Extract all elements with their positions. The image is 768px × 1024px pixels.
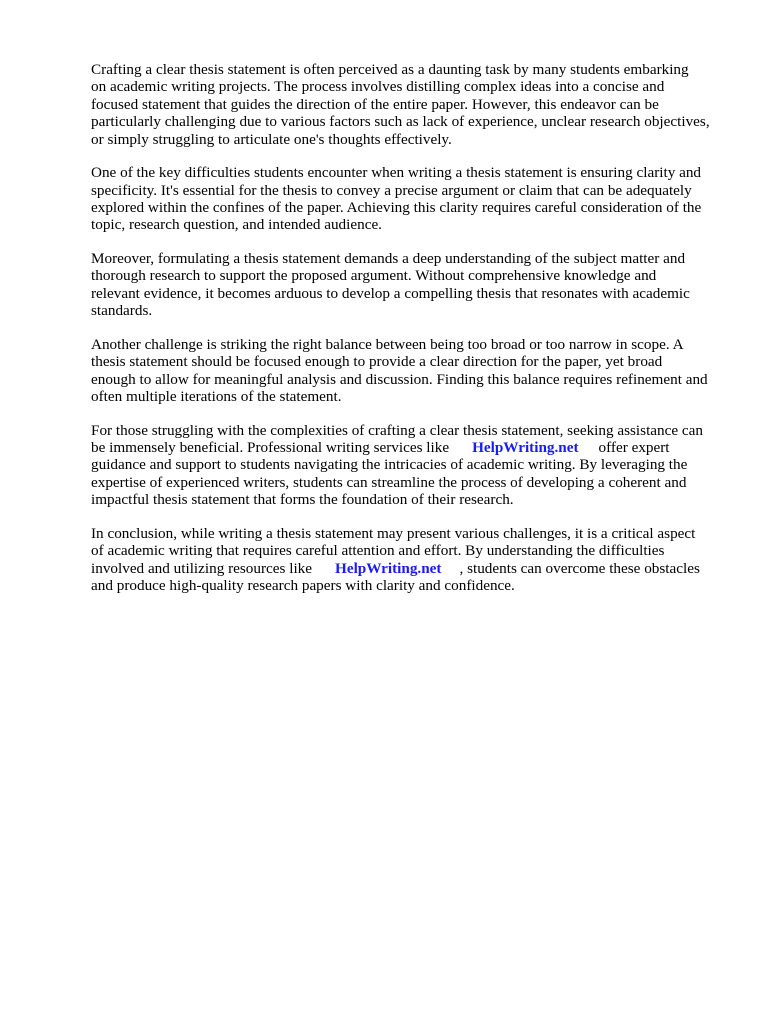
text-line: expertise of experienced writers, students can streamline the process of developing a coherent and bbox=[91, 473, 687, 491]
text-segment: involved and utilizing resources like bbox=[91, 559, 313, 577]
paragraph-assistance bbox=[91, 422, 731, 509]
text-line: standards. bbox=[91, 302, 153, 320]
text-line: and produce high-quality research papers with clarity and confidence. bbox=[91, 577, 515, 595]
paragraph-intro bbox=[91, 61, 731, 148]
text-line bbox=[91, 439, 731, 456]
text-line: One of the key difficulties students encounter when writing a thesis statement is ensuring clarity and bbox=[91, 164, 702, 182]
text-line: explored within the confines of the paper. Achieving this clarity requires careful consideration of the bbox=[91, 199, 702, 217]
text-line: specificity. It's essential for the thesis to convey a precise argument or claim that can be adequately bbox=[91, 181, 692, 199]
paragraph-balance bbox=[91, 336, 731, 406]
helpwriting-link[interactable]: HelpWriting.net bbox=[335, 559, 442, 577]
text-line: topic, research question, and intended audience. bbox=[91, 216, 382, 234]
helpwriting-link[interactable]: HelpWriting.net bbox=[472, 439, 579, 457]
text-line: thorough research to support the proposed argument. Without comprehensive knowledge and bbox=[91, 267, 657, 285]
text-line: impactful thesis statement that forms the foundation of their research. bbox=[91, 491, 514, 509]
text-line: relevant evidence, it becomes arduous to develop a compelling thesis that resonates with academic bbox=[91, 284, 690, 302]
text-line: Crafting a clear thesis statement is often perceived as a daunting task by many students embarking bbox=[91, 61, 689, 78]
paragraph-clarity bbox=[91, 164, 731, 234]
text-line: guidance and support to students navigating the intricacies of academic writing. By leveraging the bbox=[91, 456, 688, 474]
text-line: focused statement that guides the direction of the entire paper. However, this endeavor can be bbox=[91, 95, 659, 113]
text-line: often multiple iterations of the statement. bbox=[91, 388, 342, 406]
text-line: particularly challenging due to various factors such as lack of experience, unclear research objectives, bbox=[91, 113, 710, 131]
text-line: thesis statement should be focused enough to provide a clear direction for the paper, yet broad bbox=[91, 353, 663, 371]
text-segment: offer expert bbox=[598, 439, 670, 457]
text-line: Moreover, formulating a thesis statement demands a deep understanding of the subject matter and bbox=[91, 250, 686, 268]
text-line bbox=[91, 560, 731, 577]
paragraph-conclusion bbox=[91, 525, 731, 595]
text-segment: be immensely beneficial. Professional writing services like bbox=[91, 439, 450, 457]
document-body bbox=[91, 61, 731, 611]
text-line: enough to allow for meaningful analysis and discussion. Finding this balance requires refinement and bbox=[91, 370, 708, 388]
text-line: or simply struggling to articulate one's thoughts effectively. bbox=[91, 130, 452, 148]
text-line: on academic writing projects. The process involves distilling complex ideas into a concise and bbox=[91, 78, 665, 96]
text-line: In conclusion, while writing a thesis statement may present various challenges, it is a critical aspect bbox=[91, 524, 696, 542]
paragraph-research bbox=[91, 250, 731, 320]
text-line: of academic writing that requires careful attention and effort. By understanding the difficulties bbox=[91, 542, 665, 560]
text-line: Another challenge is striking the right balance between being too broad or too narrow in scope. A bbox=[91, 335, 684, 353]
text-segment: , students can overcome these obstacles bbox=[459, 559, 700, 577]
text-line: For those struggling with the complexities of crafting a clear thesis statement, seeking assistance can bbox=[91, 421, 703, 439]
